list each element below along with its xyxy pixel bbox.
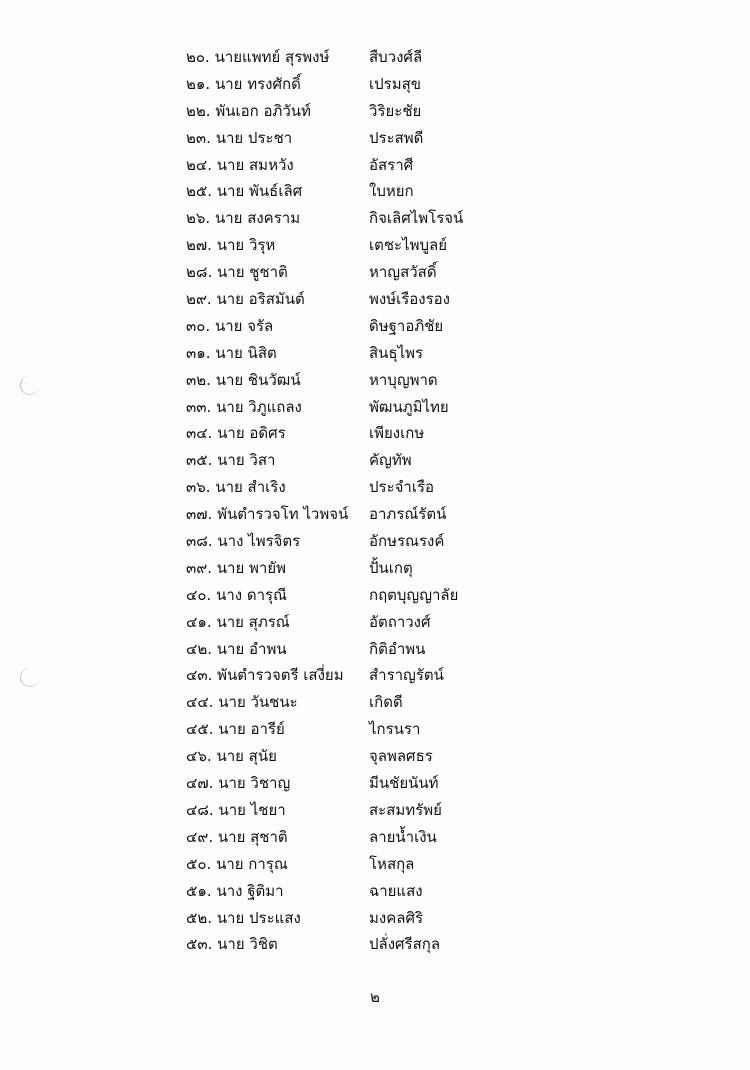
list-item: [186, 44, 423, 71]
entry-title-and-given-name: นาย นิสิต: [215, 343, 277, 362]
entry-number: ๓๐.: [186, 316, 211, 335]
entry-title-and-given-name: นาย พันธ์เลิศ: [216, 182, 303, 201]
entry-number: ๔๐.: [186, 585, 212, 604]
entry-title-and-given-name: นาย วิรุห: [216, 236, 276, 255]
entry-number: ๒๑.: [186, 74, 211, 93]
list-item: [186, 501, 447, 528]
entry-number: ๕๒.: [186, 908, 213, 927]
entry-number: ๕๐.: [186, 854, 212, 873]
entry-title-and-given-name: พันเอก อภิวันท์: [215, 101, 311, 120]
list-item: [186, 152, 414, 179]
list-item: [186, 905, 424, 932]
entry-surname: พัฒนภูมิไทย: [369, 397, 449, 416]
entry-surname: สืบวงศ์ลี: [369, 48, 423, 66]
entry-title-and-given-name: นาย สมหวัง: [216, 155, 294, 174]
entry-number: ๓๑.: [186, 343, 211, 362]
entry-title-and-given-name: นาย ประชา: [215, 128, 293, 147]
entry-title-and-given-name: นาย สำเริง: [215, 478, 286, 497]
entry-surname: พงษ์เรืองรอง: [369, 290, 451, 309]
entry-surname: ปั้นเกตุ: [369, 558, 413, 577]
list-item: [186, 259, 437, 286]
entry-number: ๓๖.: [186, 478, 211, 497]
entry-number: ๓๔.: [186, 424, 213, 443]
entry-title-and-given-name: นาย การุณ: [216, 854, 288, 873]
list-item: [186, 340, 424, 367]
list-item: [186, 98, 422, 125]
entry-surname: ปลั่งศรีสกุล: [369, 935, 441, 954]
list-item: [186, 125, 424, 152]
entry-title-and-given-name: นาย ชินวัฒน์: [215, 370, 301, 389]
entry-surname: โหสกุล: [369, 854, 415, 873]
punch-hole-mark: [20, 668, 39, 687]
entry-number: ๒๓.: [186, 128, 211, 147]
entry-title-and-given-name: นาง ไพรจิตร: [217, 532, 301, 551]
entry-title-and-given-name: นาง ดารุณี: [216, 585, 287, 604]
entry-number: ๔๔.: [186, 693, 214, 712]
entry-number: ๒๕.: [186, 182, 213, 201]
entry-surname: เปรมสุข: [369, 74, 422, 93]
list-item: [186, 178, 414, 205]
entry-title-and-given-name: นาย ไชยา: [218, 800, 286, 819]
entry-number: ๒๖.: [186, 209, 211, 228]
entry-surname: คัญทัพ: [369, 451, 412, 470]
entry-number: ๔๙.: [186, 827, 214, 846]
entry-title-and-given-name: นาย ชูชาติ: [217, 263, 288, 282]
list-item: [186, 770, 439, 797]
list-item: [186, 205, 464, 232]
list-item: [186, 447, 412, 474]
entry-number: ๔๕.: [186, 720, 214, 739]
entry-number: ๕๑.: [186, 881, 212, 900]
entry-surname: ลายน้ำเงิน: [369, 827, 437, 846]
punch-hole-mark: [20, 376, 39, 395]
list-item: [186, 636, 426, 663]
entry-number: ๒๗.: [186, 236, 212, 255]
entry-number: ๔๘.: [186, 800, 214, 819]
entry-title-and-given-name: นาย สุภรณ์: [216, 612, 290, 631]
entry-title-and-given-name: นาย อารีย์: [218, 720, 285, 739]
list-item: [186, 394, 449, 421]
entry-title-and-given-name: นาง ฐิติมา: [216, 881, 284, 900]
entry-surname: อักษรณรงค์: [369, 532, 445, 551]
entry-surname: อาภรณ์รัตน์: [369, 505, 447, 524]
entry-number: ๔๗.: [186, 774, 214, 793]
entry-title-and-given-name: นาย สุชาติ: [217, 827, 288, 846]
entry-number: ๒๒.: [186, 101, 211, 120]
entry-surname: วิริยะชัย: [369, 101, 422, 120]
entry-title-and-given-name: นาย วิชิต: [217, 935, 278, 954]
entry-number: ๒๐.: [186, 48, 210, 66]
list-item: [186, 367, 438, 394]
entry-title-and-given-name: นาย สุนัย: [216, 747, 277, 766]
entry-title-and-given-name: นาย วิภูแถลง: [216, 397, 302, 416]
entry-surname: มงคลศิริ: [369, 908, 424, 927]
entry-title-and-given-name: นาย พายัพ: [216, 558, 287, 577]
entry-number: ๓๒.: [186, 370, 211, 389]
entry-surname: ประจำเรือ: [369, 478, 435, 497]
list-item: [186, 878, 423, 905]
entry-title-and-given-name: พันตำรวจโท ไวพจน์: [217, 505, 349, 524]
list-item: [186, 797, 442, 824]
entry-title-and-given-name: นาย อำพน: [216, 639, 287, 658]
entry-surname: ใบหยก: [369, 182, 414, 201]
entry-title-and-given-name: นาย วิชาญ: [218, 774, 291, 793]
entry-number: ๒๙.: [186, 290, 212, 309]
entry-title-and-given-name: นาย สงคราม: [214, 209, 301, 228]
entry-number: ๔๓.: [186, 666, 213, 685]
entry-title-and-given-name: นาย วิสา: [217, 451, 276, 470]
entry-number: ๕๓.: [186, 935, 213, 954]
list-item: [186, 851, 415, 878]
list-item: [186, 743, 433, 770]
entry-number: ๔๑.: [186, 612, 212, 631]
list-item: [186, 716, 421, 743]
entry-surname: สำราญรัตน์: [369, 666, 444, 685]
entry-surname: หาบุญพาด: [369, 370, 438, 389]
list-item: [186, 824, 437, 851]
entry-surname: กฤตบุญญาลัย: [369, 585, 459, 604]
entry-surname: มีนชัยนันท์: [369, 774, 439, 793]
entry-number: ๓๙.: [186, 558, 213, 577]
list-item: [186, 931, 441, 958]
page-number: ๒: [370, 988, 380, 1006]
list-item: [186, 232, 448, 259]
entry-number: ๓๗.: [186, 505, 213, 524]
entry-number: ๔๖.: [186, 747, 212, 766]
list-item: [186, 474, 435, 501]
entry-surname: ประสพดี: [369, 128, 424, 147]
entry-number: ๒๔.: [186, 155, 213, 174]
entry-surname: เกิดดี: [369, 693, 403, 712]
entry-number: ๓๘.: [186, 532, 213, 551]
entry-surname: เพียงเกษ: [369, 424, 425, 443]
entry-title-and-given-name: นาย ประแสง: [216, 908, 301, 927]
entry-number: ๓๓.: [186, 397, 212, 416]
entry-surname: กิติอำพน: [369, 639, 426, 658]
entry-title-and-given-name: นาย อดิศร: [217, 424, 286, 443]
entry-surname: เตชะไพบูลย์: [369, 236, 448, 255]
list-item: [186, 689, 403, 716]
list-item: [186, 528, 445, 555]
entry-title-and-given-name: นาย ทรงศักดิ์: [214, 74, 301, 93]
entry-surname: สินธุไพร: [369, 343, 424, 362]
entry-surname: หาญสวัสดิ์: [369, 263, 437, 282]
entry-title-and-given-name: นายแพทย์ สุรพงษ์: [214, 48, 330, 66]
entry-surname: สะสมทรัพย์: [369, 800, 442, 819]
name-list: [186, 44, 464, 958]
entry-surname: อัสราศี: [369, 155, 414, 174]
entry-surname: อัตถาวงศ์: [369, 612, 431, 631]
list-item: [186, 555, 413, 582]
list-item: [186, 609, 431, 636]
entry-surname: ไกรนรา: [369, 720, 421, 739]
list-item: [186, 582, 459, 609]
entry-surname: จุลพลศธร: [369, 747, 433, 766]
list-item: [186, 662, 444, 689]
entry-surname: ดิษฐาอภิชัย: [369, 316, 444, 335]
entry-title-and-given-name: นาย จรัล: [214, 316, 274, 335]
entry-number: ๔๒.: [186, 639, 213, 658]
entry-title-and-given-name: พันตำรวจตรี เสงี่ยม: [217, 666, 344, 685]
list-item: [186, 420, 425, 447]
entry-surname: กิจเลิศไพโรจน์: [369, 209, 464, 228]
list-item: [186, 71, 422, 98]
entry-number: ๓๕.: [186, 451, 213, 470]
list-item: [186, 313, 444, 340]
entry-surname: ฉายแสง: [369, 881, 423, 900]
list-item: [186, 286, 451, 313]
entry-title-and-given-name: นาย วันชนะ: [218, 693, 298, 712]
entry-title-and-given-name: นาย อริสมันต์: [216, 290, 305, 309]
entry-number: ๒๘.: [186, 263, 213, 282]
